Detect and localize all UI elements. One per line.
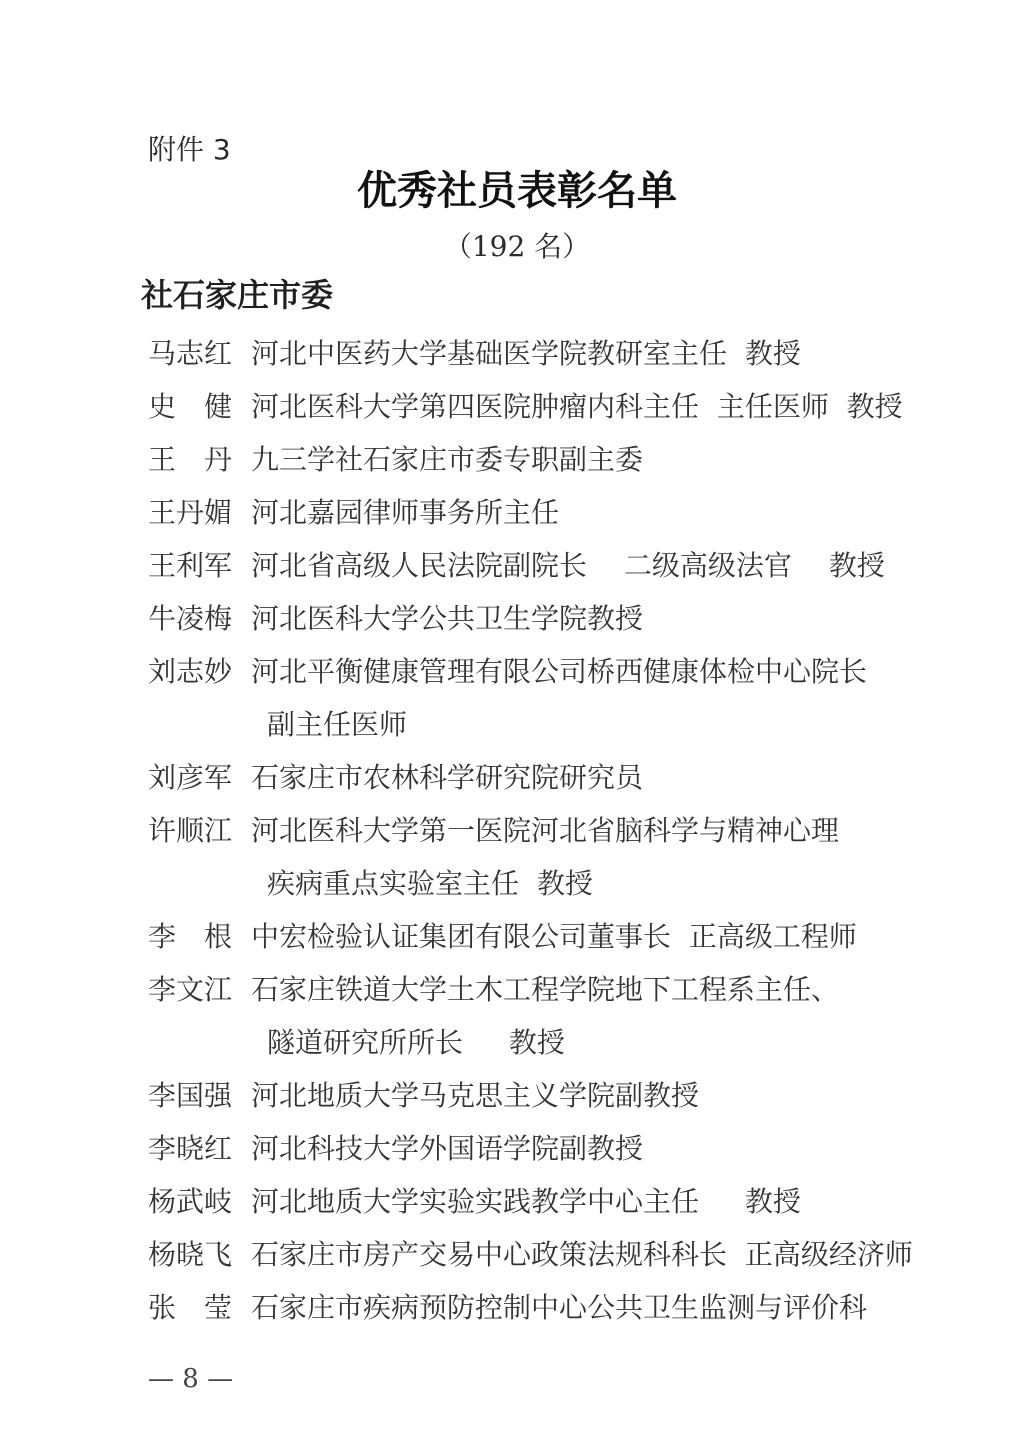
member-position: 河北中医药大学基础医学院教研室主任 教授 — [251, 337, 801, 370]
member-position: 河北平衡健康管理有限公司桥西健康体检中心院长 — [251, 655, 868, 688]
member-positions — [251, 1175, 994, 1228]
member-position: 河北省高级人民法院副院长 二级高级法官 教授 — [251, 549, 885, 582]
member-position: 九三学社石家庄市委专职副主委 — [251, 443, 644, 476]
list-item — [148, 1122, 994, 1175]
member-name: 王利军 — [148, 549, 233, 582]
list-item — [148, 645, 994, 751]
list-item — [148, 486, 994, 539]
list-item — [148, 804, 994, 910]
member-position: 石家庄铁道大学土木工程学院地下工程系主任、 — [251, 973, 840, 1006]
member-name: 李晓红 — [148, 1132, 233, 1165]
member-position: 石家庄市房产交易中心政策法规科科长 正高级经济师 — [251, 1238, 913, 1271]
member-list — [148, 327, 994, 1334]
member-position: 河北科技大学外国语学院副教授 — [251, 1132, 644, 1165]
member-position: 石家庄市疾病预防控制中心公共卫生监测与评价科 — [251, 1291, 868, 1324]
list-item — [148, 1069, 994, 1122]
member-name: 许顺江 — [148, 814, 233, 847]
member-position: 河北地质大学实验实践教学中心主任 教授 — [251, 1185, 801, 1218]
list-item — [148, 1228, 994, 1281]
list-item — [148, 910, 994, 963]
member-position: 河北医科大学第四医院肿瘤内科主任 主任医师 教授 — [251, 390, 903, 423]
member-position: 疾病重点实验室主任 教授 — [267, 867, 593, 900]
member-position: 副主任医师 — [267, 708, 408, 741]
member-position: 河北医科大学第一医院河北省脑科学与精神心理 — [251, 814, 840, 847]
member-name: 牛凌梅 — [148, 602, 233, 635]
attachment-label: 附件 3 — [148, 133, 231, 166]
list-item — [148, 1281, 994, 1334]
list-item — [148, 963, 994, 1069]
member-positions — [251, 1122, 994, 1175]
member-position: 隧道研究所所长 教授 — [267, 1026, 565, 1059]
member-position: 石家庄市农林科学研究院研究员 — [251, 761, 644, 794]
member-name: 史 健 — [148, 390, 233, 423]
count-note: （192 名） — [443, 230, 591, 263]
member-position: 中宏检验认证集团有限公司董事长 正高级工程师 — [251, 920, 857, 953]
member-positions — [251, 963, 994, 1069]
list-item — [148, 539, 994, 592]
member-name: 张 莹 — [148, 1291, 233, 1324]
member-positions — [251, 751, 994, 804]
list-item — [148, 751, 994, 804]
member-position: 河北地质大学马克思主义学院副教授 — [251, 1079, 700, 1112]
member-positions — [251, 592, 994, 645]
list-item — [148, 1175, 994, 1228]
member-position: 河北医科大学公共卫生学院教授 — [251, 602, 644, 635]
list-item — [148, 592, 994, 645]
member-positions — [251, 327, 994, 380]
list-item — [148, 380, 994, 433]
page-number: — 8 — — [148, 1364, 234, 1394]
member-name: 刘彦军 — [148, 761, 233, 794]
member-positions — [251, 645, 994, 751]
member-positions — [251, 1069, 994, 1122]
member-name: 李国强 — [148, 1079, 233, 1112]
section-heading: 社石家庄市委 — [141, 276, 334, 314]
member-name: 马志红 — [148, 337, 233, 370]
member-positions — [251, 910, 994, 963]
member-name: 杨晓飞 — [148, 1238, 233, 1271]
member-position: 河北嘉园律师事务所主任 — [251, 496, 560, 529]
member-positions — [251, 380, 994, 433]
member-name: 王 丹 — [148, 443, 233, 476]
member-name: 李 根 — [148, 920, 233, 953]
page-title: 优秀社员表彰名单 — [357, 167, 677, 214]
member-positions — [251, 433, 994, 486]
list-item — [148, 433, 994, 486]
member-name: 李文江 — [148, 973, 233, 1006]
member-positions — [251, 539, 994, 592]
member-name: 王丹媚 — [148, 496, 233, 529]
member-positions — [251, 486, 994, 539]
member-name: 杨武岐 — [148, 1185, 233, 1218]
member-positions — [251, 1228, 994, 1281]
member-name: 刘志妙 — [148, 655, 233, 688]
list-item — [148, 327, 994, 380]
member-positions — [251, 1281, 994, 1334]
member-positions — [251, 804, 994, 910]
